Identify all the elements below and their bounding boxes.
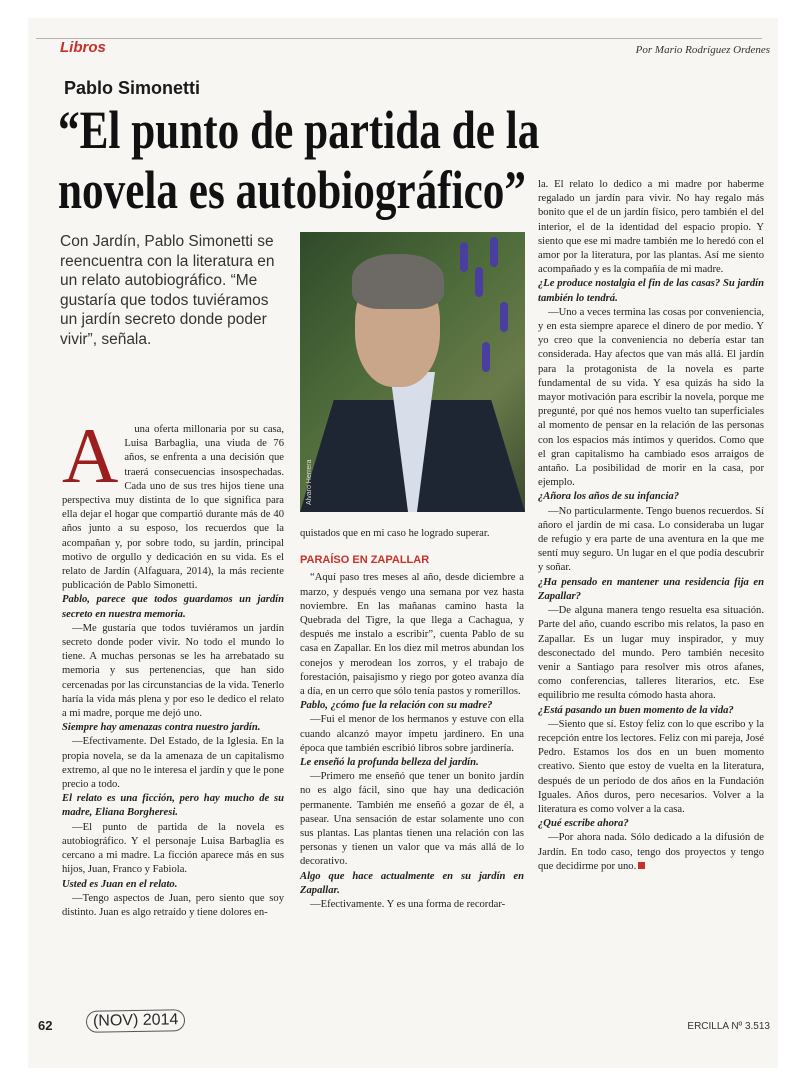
question: El relato es una ficción, pero hay mucho de su madre, Eliana Borgheresi.	[62, 793, 284, 819]
interviewee-name: Pablo Simonetti	[64, 78, 201, 98]
drop-cap: A	[62, 412, 119, 499]
lede: Con Jardín, Pablo Simonetti se reencuentra con la literatura en un relato autobiográfico. “Me gustaría que todos tuviéramos un jardín secreto donde poder vivir”, señala.	[60, 233, 275, 348]
paragraph: quistados que en mi caso he logrado superar.	[300, 528, 490, 539]
section-label: Libros	[60, 39, 106, 56]
column-1-body	[62, 412, 284, 920]
question: Pablo, parece que todos guardamos un jardín secreto en nuestra memoria.	[62, 594, 284, 620]
column-3	[538, 178, 764, 874]
paragraph: la. El relato lo dedico a mi madre por haberme regalado un jardín para vivir. No hay regalo más bonito que el de un jardín físico, pero también el del interior, el de la identidad del espacio propio. Y siento que ese mi madre también me lo heredó con el amor por la literatura, por las plantas. Así me siento acompañado y es la compañía de mi madre.	[538, 179, 764, 276]
question: ¿Añora los años de su infancia?	[538, 491, 679, 503]
headline: “El punto de partida de la novela es autobiográfico”	[58, 100, 540, 220]
question: ¿Le produce nostalgia el fin de las casas? Su jardín también lo tendrá.	[538, 278, 764, 304]
paragraph: —El punto de partida de la novela es autobiográfico. Y el personaje Luisa Barbaglia es cercano a mi madre. La ficción aparece más en sus hijos, Juan, Franco y Fabiola.	[62, 821, 284, 876]
question: Pablo, ¿cómo fue la relación con su madre?	[300, 700, 493, 712]
paragraph: una oferta millonaria por su casa, Luisa Barbaglia, una viuda de 76 años, se enfrenta a una decisión que traerá consecuencias insospechadas. Cada uno de sus tres hijos tiene una perspectiva muy distinta de lo que significa para ella dejar el hogar que compartió durante más de 40 años junto a su esposo, los recuerdos que la acompañan y, por sobre todo, su jardín, principal motivo de orgullo y dedicación en su vida. Es el relato de Jardín (Alfaguara, 2014), la más reciente publicación de Pablo Simonetti.	[62, 424, 284, 592]
paragraph: —Primero me enseñó que tener un bonito jardín no es algo fácil, sino que hay una dedicación permanente. También me enseñó a gozar de él, a pasear. Una sensación de estar solamente uno con sus plantas. Las plantas tienen una relación con las personas y tienen un valor que va más allá de lo decorativo.	[300, 771, 524, 868]
paragraph: —No particularmente. Tengo buenos recuerdos. Sí añoro el jardín de mi casa. Lo consideraba un lugar de refugio y era parte de una aventura en la que me sentí muy seguro. Un lugar en el que podía descubrir y soñar.	[538, 505, 764, 574]
paragraph: —Por ahora nada. Sólo dedicado a la difusión de Jardín. En todo caso, tengo dos proyectos y tengo que decidirme por uno.	[538, 832, 764, 872]
author-photo	[300, 232, 525, 512]
byline: Por Mario Rodríguez Ordenes	[635, 44, 770, 56]
question: ¿Qué escribe ahora?	[538, 818, 629, 830]
question: Algo que hace actualmente en su jardín en Zapallar.	[300, 870, 524, 896]
paragraph: —Me gustaría que todos tuviéramos un jardín secreto donde poder vivir. No todo el mundo lo tiene. A muchas personas se les ha arrebatado su memoria y sus pertenencias, que han sido cercenadas por las circunstancias de la vida. Tenerlo haría la vida más plena y por eso le dedico el relato a mi madre, porque me dejó uno.	[62, 622, 284, 720]
paragraph: —Efectivamente. Y es una forma de recordar-	[310, 899, 506, 911]
end-mark	[638, 862, 645, 869]
question: ¿Está pasando un buen momento de la vida?	[538, 704, 734, 716]
question: Usted es Juan en el relato.	[62, 878, 178, 890]
paragraph: —Tengo aspectos de Juan, pero siento que soy distinto. Juan es algo retraído y tiene dolores en-	[62, 892, 284, 918]
question: Siempre hay amenazas contra nuestro jardín.	[62, 722, 261, 734]
paragraph: —Siento que sí. Estoy feliz con lo que escribo y la recepción entre los lectores. Feliz con mi pareja, José Pedro. Estamos los dos en un buen momento creativo. Siento que estoy de vuelta en la literatura, después de un período de dos años en la Fundación Iguales. Años duros, pero necesarios. Volver a la literatura es como volver a la casa.	[538, 718, 764, 815]
magazine-issue: ERCILLA Nº 3.513	[687, 1021, 770, 1032]
column-1	[62, 412, 284, 920]
paragraph: —De alguna manera tengo resuelta esa situación. Parte del año, cuando escribo mis relatos, la paso en Zapallar. Es un lugar muy inspirador, y muy desconectado del mundo. Pero también necesito venir a Santiago para resolver mis otros afanes, como conferencias, talleres literarios, etc. Ese equilibrio me resulta cómodo hasta ahora.	[538, 605, 764, 702]
paragraph: —Efectivamente. Del Estado, de la Iglesia. En la propia novela, se da la amenaza de un capitalismo extremo, al que no le interesa el jardín y que le pone precio a todo.	[62, 736, 284, 791]
column-2	[300, 527, 524, 912]
handwritten-date: (NOV) 2014	[86, 1009, 186, 1033]
header-rule	[36, 38, 762, 39]
paragraph: “Aquí paso tres meses al año, desde diciembre a marzo, y después vengo una semana por vez hasta noviembre. En las mañanas camino hasta la Quebrada del Tigre, la que llega a Cachagua, y después me instalo a escribir”, cuenta Pablo de su casa en Zapallar. En los diez mil metros abundan los conejos y merodean los zorros, y el trabajo de forestación, paisajismo y riego por goteo avanza día a día, en un cerro que sólo tenía pastos y romerillos.	[300, 572, 524, 698]
question: Le enseñó la profunda belleza del jardín.	[300, 757, 479, 769]
paragraph: —Fui el menor de los hermanos y estuve con ella cuando alcanzó mayor ímpetu jardinero. En una época que también escribió libros sobre jardinería.	[300, 714, 524, 754]
subheading: PARAÍSO EN ZAPALLAR	[300, 554, 430, 567]
page-number: 62	[38, 1018, 53, 1033]
question: ¿Ha pensado en mantener una residencia fija en Zapallar?	[538, 576, 764, 602]
paragraph: —Uno a veces termina las cosas por conveniencia, y en esta siempre aparece el dinero de por medio. Y yo creo que la conveniencia no debería estar tan considerada. Hay afectos que van más allá. El jardín para la protagonista de la novela es parte fundamental de su vida. Y esa quizás ha sido la mayor motivación para escribir la novela, porque me pregunté, por qué nos hemos vuelto tan superficiales al momento de pensar en la relación de las personas con los espacios más íntimos y queridos. Como que el gran capitalismo ha cambiado esos arraigos de antaño. La posibilidad de morir en la casa, por ejemplo.	[538, 306, 764, 489]
